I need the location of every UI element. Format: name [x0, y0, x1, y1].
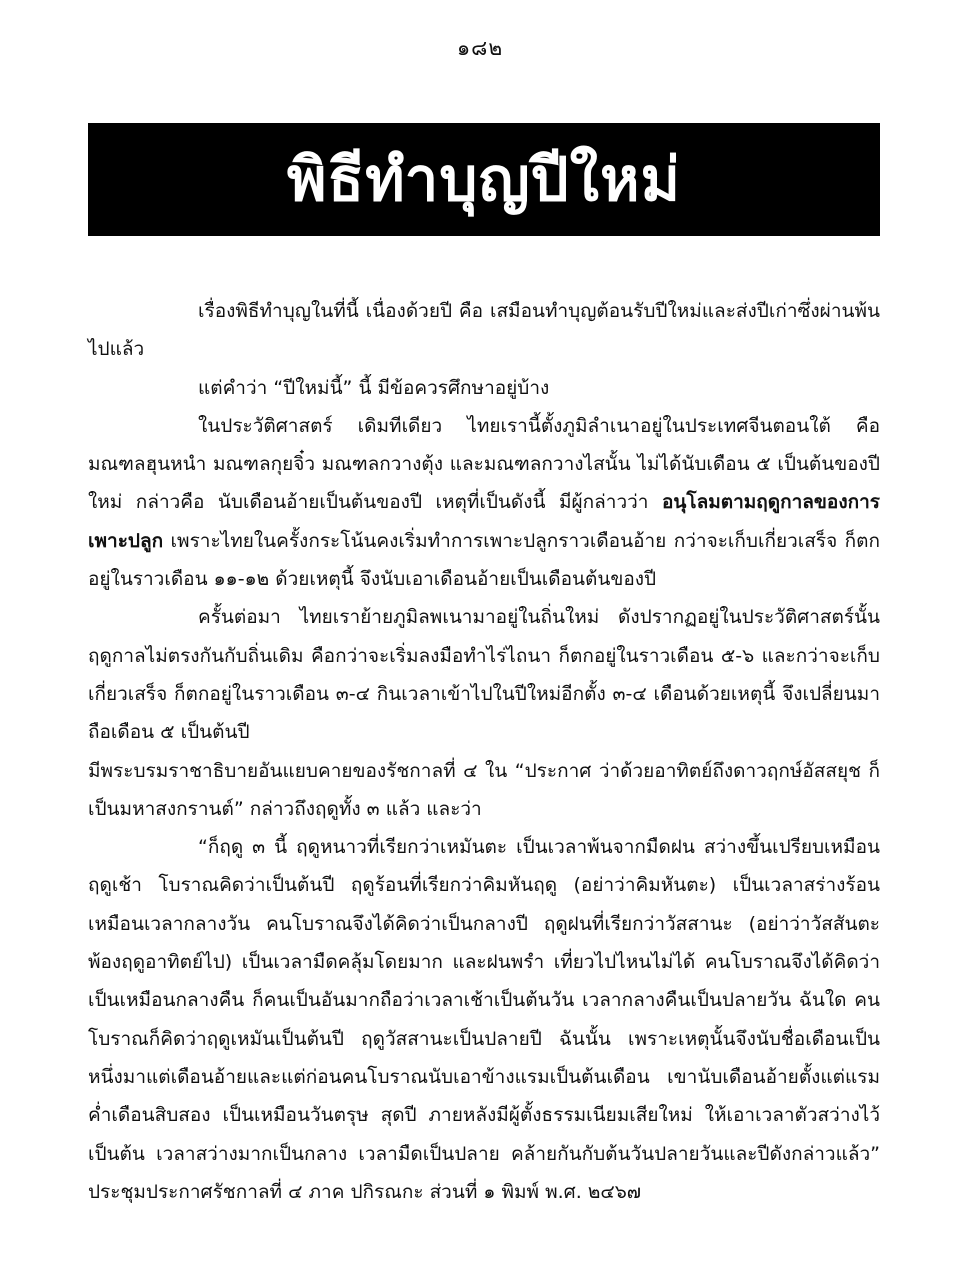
quote-paragraph: “ก็ฤดู ๓ นี้ ฤดูหนาวที่เรียกว่าเหมันตะ เป็นเวลาพ้นจากมืดฝน สว่างขึ้นเปรียบเหมือนฤดูเช้า โบราณคิดว่าเป็นต้นปี ฤดูร้อนที่เรียกว่าคิมหันฤดู (อย่าว่าคิมหันตะ) เป็นเวลาสร่างร้อนเหมือนเวลากลางวัน คนโบราณจึงได้คิดว่าเป็นกลางปี ฤดูฝนที่เรียกว่าวัสสานะ (อย่าว่าวัสสันตะพ้องฤดูอาทิตย์ไป) เป็นเวลามืดคลุ้มโดยมาก และฝนพรำ เที่ยวไปไหนไม่ได้ คนโบราณจึงได้คิดว่าเป็นเหมือนกลางคืน ก็คนเป็นอันมากถือว่าเวลาเช้าเป็นต้นวัน เวลากลางคืนเป็นปลายวัน ฉันใด คนโบราณก็คิดว่าฤดูเหมันเป็นต้นปี ฤดูวัสสานะเป็นปลายปี ฉันนั้น เพราะเหตุนั้นจึงนับชื่อเดือนเป็นหนึ่งมาแต่เดือนอ้ายและแต่ก่อนคนโบราณนับเอาข้างแรมเป็นต้นเดือน เขานับเดือนอ้ายตั้งแต่แรมค่ำเดือนสิบสอง เป็นเหมือนวันตรุษ สุดปี ภายหลังมีผู้ตั้งธรรมเนียมเสียใหม่ ให้เอาเวลาตัวสว่างไว้เป็นต้น เวลาสว่างมากเป็นกลาง เวลามืดเป็นปลาย คล้ายกันกับต้นวันปลายวันและปีดังกล่าวแล้ว” ประชุมประกาศรัชกาลที่ ๔ ภาค ปกิรณกะ ส่วนที่ ๑ พิมพ์ พ.ศ. ๒๔๖๗: [88, 836, 880, 1203]
paragraph-2: แต่คำว่า “ปีใหม่นี้” นี้ มีข้อควรศึกษาอยู่บ้าง: [198, 376, 550, 399]
paragraph-1: เรื่องพิธีทำบุญในที่นี้ เนื่องด้วยปี คือ เสมือนทำบุญต้อนรับปีใหม่และส่งปีเก่าซึ่งผ่านพ้นไปแล้ว: [88, 300, 880, 361]
body-text: [88, 292, 880, 1211]
paragraph-3: [88, 407, 880, 598]
paragraph-3-emphasis: อนุโลมตามฤดูกาลของการเพาะปลูก: [88, 491, 880, 552]
paragraph-5: มีพระบรมราชาธิบายอันแยบคายของรัชกาลที่ ๔ ใน “ประกาศ ว่าด้วยอาทิตย์ถึงดาวฤกษ์อัสสยุช ก็เป็นมหาสงกรานต์” กล่าวถึงฤดูทั้ง ๓ แล้ว และว่า: [88, 759, 880, 820]
paragraph-4: ครั้นต่อมา ไทยเราย้ายภูมิลพเนามาอยู่ในถิ่นใหม่ ดังปรากฏอยู่ในประวัติศาสตร์นั้น ฤดูกาลไม่ตรงกันกับถิ่นเดิม คือกว่าจะเริ่มลงมือทำไร่ไถนา ก็ตกอยู่ในราวเดือน ๕-๖ และกว่าจะเก็บเกี่ยวเสร็จ ก็ตกอยู่ในราวเดือน ๓-๔ กินเวลาเข้าไปในปีใหม่อีกตั้ง ๓-๔ เดือนด้วยเหตุนี้ จึงเปลี่ยนมาถือเดือน ๕ เป็นต้นปี: [88, 606, 880, 744]
page-title: พิธีทำบุญปีใหม่: [286, 144, 682, 215]
page-number: ๑๘๒: [456, 36, 504, 60]
title-banner: [88, 123, 880, 236]
paragraph-3-part-a: ในประวัติศาสตร์ เดิมทีเดียว ไทยเรานี้ตั้งภูมิลำเนาอยู่ในประเทศจีนตอนใต้ คือมณฑลฮุนหนำ มณฑลกุยจิ๋ว มณฑลกวางตุ้ง และมณฑลกวางไสนั้น ไม่ได้นับเดือน ๕ เป็นต้นของปีใหม่ กล่าวคือ นับเดือนอ้ายเป็นต้นของปี เหตุที่เป็นดังนี้ มีผู้กล่าวว่า: [88, 414, 880, 514]
paragraph-3-part-b: เพราะไทยในครั้งกระโน้นคงเริ่มทำการเพาะปลูกราวเดือนอ้าย กว่าจะเก็บเกี่ยวเสร็จ ก็ตกอยู่ในราวเดือน ๑๑-๑๒ ด้วยเหตุนี้ จึงนับเอาเดือนอ้ายเป็นเดือนต้นของปี: [88, 529, 880, 591]
